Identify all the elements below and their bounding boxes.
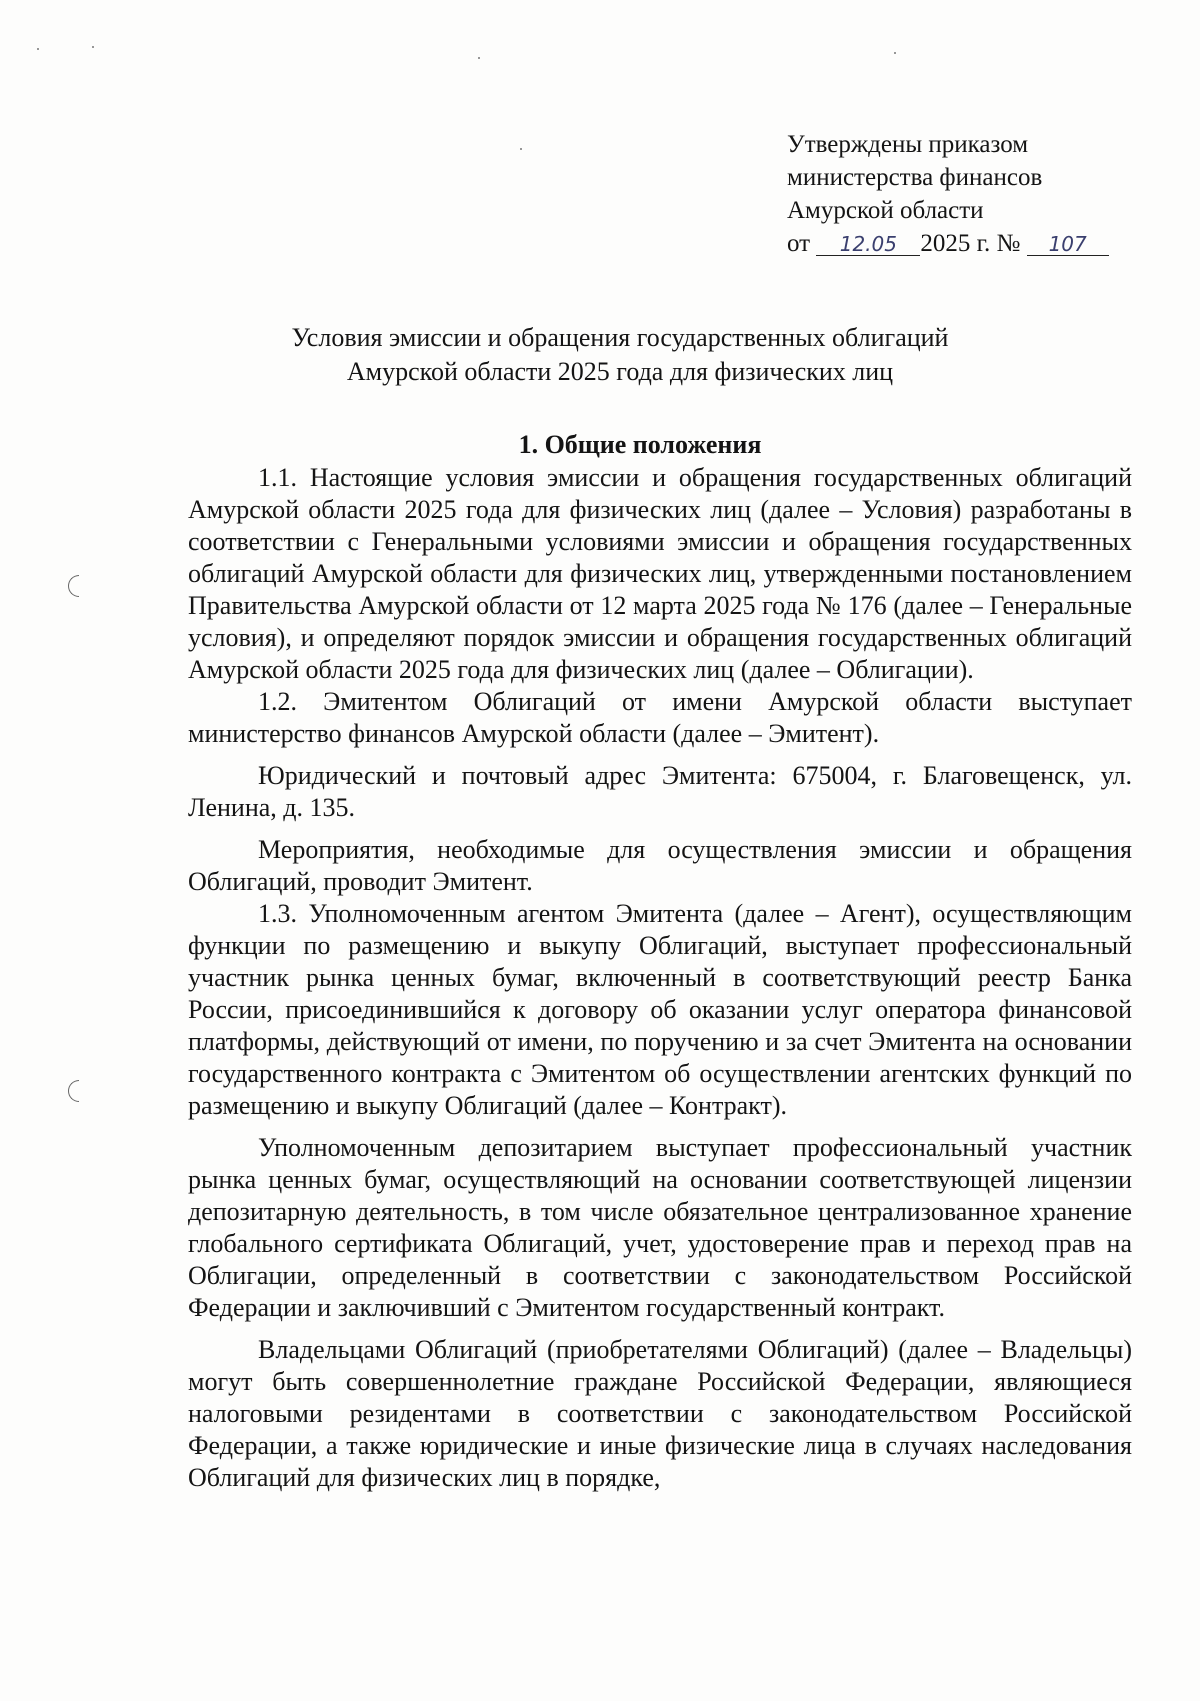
scan-speck [37, 48, 39, 50]
approval-prefix: от [787, 230, 811, 257]
scan-speck [92, 46, 94, 48]
paragraph-1-1: 1.1. Настоящие условия эмиссии и обращения государственных облигаций Амурской области 2025 года для физических лиц (далее – Условия) разработаны в соответствии с Генеральными условиями эмиссии и обращения государственных облигаций Амурской области для физических лиц, утвержденными постановлением Правительства Амурской области от 12 марта 2025 года № 176 (далее – Генеральные условия), и определяют порядок эмиссии и обращения государственных облигаций Амурской области 2025 года для физических лиц (далее – Облигации). [188, 463, 1132, 684]
paragraph-depositary: Уполномоченным депозитарием выступает профессиональный участник рынка ценных бумаг, осуществляющий на основании соответствующей лицензии депозитарную деятельность, в том числе обязательное централизованное хранение глобального сертификата Облигаций, учет, удостоверение прав и переход прав на Облигации, определенный в соответствии с законодательством Российской Федерации и заключивший с Эмитентом государственный контракт. [188, 1133, 1132, 1322]
handwritten-date: 12.05 [816, 233, 920, 256]
paragraph-1-3: 1.3. Уполномоченным агентом Эмитента (далее – Агент), осуществляющим функции по размещению и выкупу Облигаций, выступает профессиональный участник рынка ценных бумаг, включенный в соответствующий реестр Банка России, присоединившийся к договору об оказании услуг оператора финансовой платформы, действующий от имени, по поручению и за счет Эмитента на основании государственного контракта с Эмитентом об осуществлении агентских функций по размещению и выкупу Облигаций (далее – Контракт). [188, 899, 1132, 1120]
approval-line-2: министерства финансов [787, 164, 1043, 191]
scan-speck [894, 52, 896, 54]
approval-line-3: Амурской области [787, 197, 984, 224]
approval-block [787, 128, 1109, 260]
approval-line-1: Утверждены приказом [787, 131, 1029, 158]
document-title [170, 321, 1070, 389]
title-line-1: Условия эмиссии и обращения государственных облигаций [291, 323, 949, 352]
section-heading: 1. Общие положения [518, 430, 762, 459]
section-body [188, 462, 1132, 1494]
scan-speck [478, 57, 480, 59]
paragraph-owners: Владельцами Облигаций (приобретателями Облигаций) (далее – Владельцы) могут быть совершеннолетние граждане Российской Федерации, являющиеся налоговыми резидентами в соответствии с законодательством Российской Федерации, а также юридические и иные физические лица в случаях наследования Облигаций для физических лиц в порядке, [188, 1335, 1132, 1492]
approval-line-4 [787, 227, 1109, 260]
punch-hole-mark [68, 575, 79, 597]
approval-year: 2025 г. № [920, 230, 1021, 257]
handwritten-number: 107 [1027, 233, 1109, 256]
title-line-2: Амурской области 2025 года для физических лиц [346, 357, 894, 386]
punch-hole-mark [68, 1080, 79, 1102]
paragraph-activities: Мероприятия, необходимые для осуществления эмиссии и обращения Облигаций, проводит Эмитент. [188, 835, 1132, 896]
paragraph-address: Юридический и почтовый адрес Эмитента: 675004, г. Благовещенск, ул. Ленина, д. 135. [188, 761, 1132, 822]
scan-speck [520, 148, 522, 150]
paragraph-1-2: 1.2. Эмитентом Облигаций от имени Амурской области выступает министерство финансов Амурской области (далее – Эмитент). [188, 687, 1132, 748]
